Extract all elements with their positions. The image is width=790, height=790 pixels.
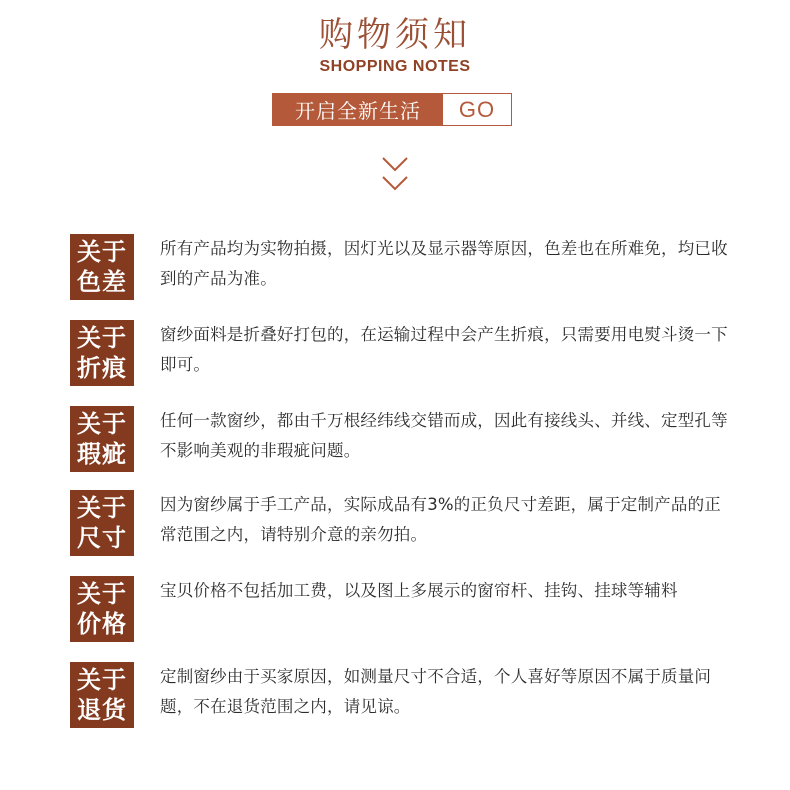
note-label-line2: 瑕疵 [77, 440, 127, 468]
note-label [70, 320, 134, 386]
note-label-line1: 关于 [77, 238, 127, 266]
note-label-line2: 折痕 [77, 354, 127, 382]
note-defects [70, 406, 730, 476]
note-label-line2: 尺寸 [77, 524, 127, 552]
note-label [70, 234, 134, 300]
note-label-line1: 关于 [77, 580, 127, 608]
note-label [70, 662, 134, 728]
note-price [70, 576, 730, 646]
note-label-line2: 退货 [77, 696, 127, 724]
note-text: 宝贝价格不包括加工费，以及图上多展示的窗帘杆、挂钩、挂球等辅料 [160, 581, 678, 600]
note-color-difference [70, 234, 730, 304]
note-label-line1: 关于 [77, 494, 127, 522]
page-title: 购物须知 [319, 15, 471, 55]
note-label [70, 406, 134, 472]
note-creases [70, 320, 730, 390]
note-label-line2: 色差 [77, 268, 127, 296]
note-label-line1: 关于 [77, 324, 127, 352]
note-text: 窗纱面料是折叠好打包的，在运输过程中会产生折痕，只需要用电熨斗烫一下即可。 [160, 325, 728, 374]
note-label [70, 576, 134, 642]
note-label-line2: 价格 [77, 610, 127, 638]
note-label-line1: 关于 [77, 410, 127, 438]
page-subtitle: SHOPPING NOTES [319, 58, 471, 75]
note-returns [70, 662, 730, 732]
slogan-go: GO [458, 96, 496, 122]
note-label [70, 490, 134, 556]
note-text: 任何一款窗纱，都由千万根经纬线交错而成，因此有接线头、并线、定型孔等不影响美观的非瑕疵问题。 [160, 411, 728, 460]
note-text: 因为窗纱属于手工产品，实际成品有3%的正负尺寸差距，属于定制产品的正常范围之内，请特别介意的亲勿拍。 [160, 495, 721, 544]
note-text: 所有产品均为实物拍摄，因灯光以及显示器等原因，色差也在所难免，均已收到的产品为准。 [160, 239, 728, 288]
note-size [70, 490, 730, 560]
note-text: 定制窗纱由于买家原因，如测量尺寸不合适，个人喜好等原因不属于质量问题，不在退货范围之内，请见谅。 [160, 667, 712, 716]
slogan-text: 开启全新生活 [273, 94, 443, 125]
note-label-line1: 关于 [77, 666, 127, 694]
